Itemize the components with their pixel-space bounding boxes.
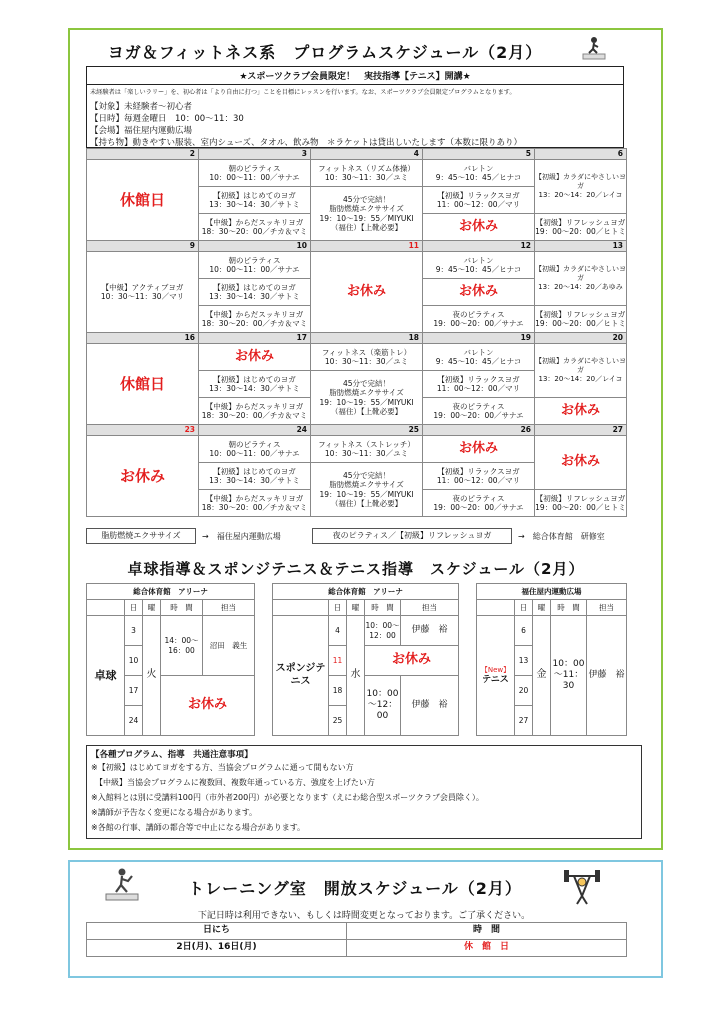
closed-dates: 2日(月)、16日(月)	[87, 940, 347, 957]
weekday-cell: 金	[533, 616, 551, 736]
runner-icon	[580, 34, 608, 62]
date-cell: 17	[199, 333, 311, 344]
staff-cell: 伊藤 裕	[401, 676, 459, 736]
info-header: ★スポーツクラブ会員限定！ 実技指導【テニス】開講★	[87, 67, 623, 85]
staff-cell: 沼田 義生	[203, 616, 255, 676]
main-title: ヨガ＆フィットネス系 プログラムスケジュール（2月）	[107, 43, 543, 62]
time-cell: 10：00～11：30	[551, 616, 587, 736]
legend-box-night: 夜のピラティス／【初級】リフレッシュヨガ	[312, 528, 512, 544]
time-cell: 10：00～12：00	[365, 676, 401, 736]
rest-label: お休み	[87, 436, 199, 517]
program-cell: フィットネス（楽筋トレ） 10：30～11：30／ユミ	[311, 344, 423, 371]
col-day: 日	[515, 600, 533, 616]
weekday-cell: 火	[143, 616, 161, 736]
training-title: トレーニング室 開放スケジュール（2月）	[188, 879, 522, 898]
program-cell: 【中級】アクティブヨガ 10：30～11：30／マリ	[87, 252, 199, 333]
date-cell: 20	[535, 333, 627, 344]
info-target: 【対象】未経験者～初心者	[90, 102, 193, 112]
program-cell: フィットネス（リズム体操） 10：30～11：30／ユミ	[311, 160, 423, 187]
rest-label: お休み	[423, 279, 535, 306]
date-cell: 3	[199, 149, 311, 160]
program-cell: 夜のピラティス 19：00～20：00／サナエ	[423, 490, 535, 517]
col-time: 時 間	[347, 923, 627, 940]
col-staff: 担当	[203, 600, 255, 616]
tennis-table	[476, 583, 627, 736]
date-cell: 18	[311, 333, 423, 344]
day-cell: 27	[515, 706, 533, 736]
rest-label: お休み	[535, 398, 627, 425]
treadmill-icon	[104, 866, 140, 904]
col-time: 時 間	[365, 600, 401, 616]
time-cell: 14：00～16：00	[161, 616, 203, 676]
date-cell: 6	[535, 149, 627, 160]
venue-label: 福住屋内運動広場	[477, 584, 627, 600]
program-cell: 夜のピラティス 19：00～20：00／サナエ	[423, 398, 535, 425]
program-cell: 【中級】からだスッキリヨガ 18：30～20：00／チカ＆マミ	[199, 306, 311, 333]
col-time: 時 間	[161, 600, 203, 616]
program-cell: 【初級】カラダにやさしいヨガ 13：20～14：20／レイコ	[535, 160, 627, 214]
col-day: 日	[329, 600, 347, 616]
day-cell: 3	[125, 616, 143, 646]
program-cell: 【初級】リフレッシュヨガ 19：00～20：00／ヒトミ	[535, 214, 627, 241]
program-cell: 【初級】はじめてのヨガ 13：30～14：30／サトミ	[199, 371, 311, 398]
col-date: 日にち	[87, 923, 347, 940]
note-line: 【中級】当協会プログラムに複数回、複数年通っている方、強度を上げたい方	[91, 778, 375, 787]
rest-label: お休み	[199, 344, 311, 371]
date-cell: 2	[87, 149, 199, 160]
date-cell: 13	[535, 241, 627, 252]
date-cell: 27	[535, 425, 627, 436]
weightlifter-icon	[562, 864, 602, 906]
day-cell: 24	[125, 706, 143, 736]
day-cell: 18	[329, 676, 347, 706]
notes-heading: 【各種プログラム、指導 共通注意事項】	[91, 750, 253, 760]
program-cell: フィットネス（ストレッチ） 10：30～11：30／ユミ	[311, 436, 423, 463]
col-weekday: 曜	[347, 600, 365, 616]
note-line: ※各館の行事、講師の都合等で中止になる場合があります。	[91, 823, 306, 832]
legend-box-fat-burn: 脂肪燃焼エクササイズ	[86, 528, 196, 544]
day-cell: 11	[329, 646, 347, 676]
table-tennis-table	[86, 583, 255, 736]
program-cell: バレトン 9：45～10：45／ヒナコ	[423, 160, 535, 187]
program-cell: 【中級】からだスッキリヨガ 18：30～20：00／チカ＆マミ	[199, 398, 311, 425]
program-cell: 朝のピラティス 10：00～11：00／サナエ	[199, 252, 311, 279]
date-cell: 10	[199, 241, 311, 252]
staff-cell: 伊藤 裕	[401, 616, 459, 646]
program-cell: 【初級】リラックスヨガ 11：00～12：00／マリ	[423, 187, 535, 214]
program-name: スポンジテニス	[273, 616, 329, 736]
col-weekday: 曜	[143, 600, 161, 616]
program-cell: 夜のピラティス 19：00～20：00／サナエ	[423, 306, 535, 333]
date-cell: 5	[423, 149, 535, 160]
notes-box	[86, 745, 642, 839]
program-name: 卓球	[87, 616, 125, 736]
program-cell: 45分で完結！ 脂肪燃焼エクササイズ 19：10～19：55／MIYUKI （福住）【上靴必要】	[311, 371, 423, 425]
col-time: 時 間	[551, 600, 587, 616]
closed-label: 休館日	[87, 344, 199, 425]
info-venue: 【会場】福住屋内運動広場	[90, 126, 193, 136]
col-day: 日	[125, 600, 143, 616]
program-cell: 【初級】カラダにやさしいヨガ 13：20～14：20／あゆみ	[535, 252, 627, 306]
date-cell: 16	[87, 333, 199, 344]
sports-title: 卓球指導＆スポンジテニス＆テニス指導 スケジュール（2月）	[127, 560, 585, 578]
sponge-tennis-table	[272, 583, 459, 736]
venue-label: 総合体育館 アリーナ	[273, 584, 459, 600]
program-cell: 【初級】リフレッシュヨガ 19：00～20：00／ヒトミ	[535, 490, 627, 517]
program-cell: バレトン 9：45～10：45／ヒナコ	[423, 344, 535, 371]
program-cell: 朝のピラティス 10：00～11：00／サナエ	[199, 160, 311, 187]
col-staff: 担当	[401, 600, 459, 616]
closed-label: 休館日	[87, 160, 199, 241]
date-cell: 12	[423, 241, 535, 252]
col-staff: 担当	[587, 600, 627, 616]
date-cell: 4	[311, 149, 423, 160]
date-cell: 11	[311, 241, 423, 252]
rest-label: お休み	[365, 646, 459, 676]
info-box	[86, 66, 624, 148]
rest-label: お休み	[423, 436, 535, 463]
program-cell: 【初級】リフレッシュヨガ 19：00～20：00／ヒトミ	[535, 306, 627, 333]
note-line: ※講師が予告なく変更になる場合があります。	[91, 808, 258, 817]
rest-label: お休み	[311, 252, 423, 333]
program-cell: 【中級】からだスッキリヨガ 18：30～20：00／チカ＆マミ	[199, 214, 311, 241]
day-cell: 17	[125, 676, 143, 706]
rest-label: お休み	[161, 676, 255, 736]
program-cell: 45分で完結！ 脂肪燃焼エクササイズ 19：10～19：55／MIYUKI （福住）【上靴必要】	[311, 463, 423, 517]
legend-arrow-night: → 総合体育館 研修室	[518, 532, 605, 541]
note-line: ※【初級】はじめてヨガをする方、当協会プログラムに通って間もない方	[91, 763, 354, 772]
day-cell: 10	[125, 646, 143, 676]
time-cell: 10：00～12：00	[365, 616, 401, 646]
program-cell: 【初級】リラックスヨガ 11：00～12：00／マリ	[423, 371, 535, 398]
info-bring: 【持ち物】動きやすい服装、室内シューズ、タオル、飲み物 ＊ラケットは貸出しいたします（本数に限りあり）	[90, 138, 523, 148]
program-name: 【New】 テニス	[477, 616, 515, 736]
day-cell: 13	[515, 646, 533, 676]
rest-label: お休み	[423, 214, 535, 241]
note-line: ※入館料とは別に受講料100円（市外者200円）が必要となります（えにわ総合型スポーツクラブ会員除く）。	[91, 793, 484, 802]
program-cell: 【初級】はじめてのヨガ 13：30～14：30／サトミ	[199, 187, 311, 214]
info-datetime: 【日時】毎週金曜日 10：00～11：30	[90, 114, 244, 124]
date-cell: 19	[423, 333, 535, 344]
weekday-cell: 水	[347, 616, 365, 736]
program-cell: 【初級】カラダにやさしいヨガ 13：20～14：20／レイコ	[535, 344, 627, 398]
day-cell: 4	[329, 616, 347, 646]
calendar-table	[86, 148, 627, 517]
rest-label: お休み	[535, 436, 627, 490]
info-desc: 未経験者は「楽しいラリー」を、初心者は「より自由に打つ」ことを目標にレッスンを行います。なお、スポーツクラブ会員限定プログラムとなります。	[90, 89, 516, 96]
program-cell: 【初級】はじめてのヨガ 13：30～14：30／サトミ	[199, 279, 311, 306]
program-cell: 【中級】からだスッキリヨガ 18：30～20：00／チカ＆マミ	[199, 490, 311, 517]
program-cell: 【初級】はじめてのヨガ 13：30～14：30／サトミ	[199, 463, 311, 490]
date-cell: 26	[423, 425, 535, 436]
day-cell: 25	[329, 706, 347, 736]
program-cell: 45分で完結！ 脂肪燃焼エクササイズ 19：10～19：55／MIYUKI （福住）【上靴必要】	[311, 187, 423, 241]
new-badge: 【New】	[480, 666, 511, 674]
program-cell: 朝のピラティス 10：00～11：00／サナエ	[199, 436, 311, 463]
date-cell: 24	[199, 425, 311, 436]
training-note: 下記日時は利用できない、もしくは時間変更となっております。ご了承ください。	[197, 911, 531, 921]
venue-label: 総合体育館 アリーナ	[87, 584, 255, 600]
training-table	[86, 922, 627, 957]
program-cell: バレトン 9：45～10：45／ヒナコ	[423, 252, 535, 279]
date-cell: 23	[87, 425, 199, 436]
day-cell: 6	[515, 616, 533, 646]
date-cell: 9	[87, 241, 199, 252]
staff-cell: 伊藤 裕	[587, 616, 627, 736]
date-cell: 25	[311, 425, 423, 436]
col-weekday: 曜	[533, 600, 551, 616]
program-cell: 【初級】リラックスヨガ 11：00～12：00／マリ	[423, 463, 535, 490]
day-cell: 20	[515, 676, 533, 706]
closed-status: 休 館 日	[347, 940, 627, 957]
legend-arrow-fat-burn: → 福住屋内運動広場	[202, 532, 281, 541]
